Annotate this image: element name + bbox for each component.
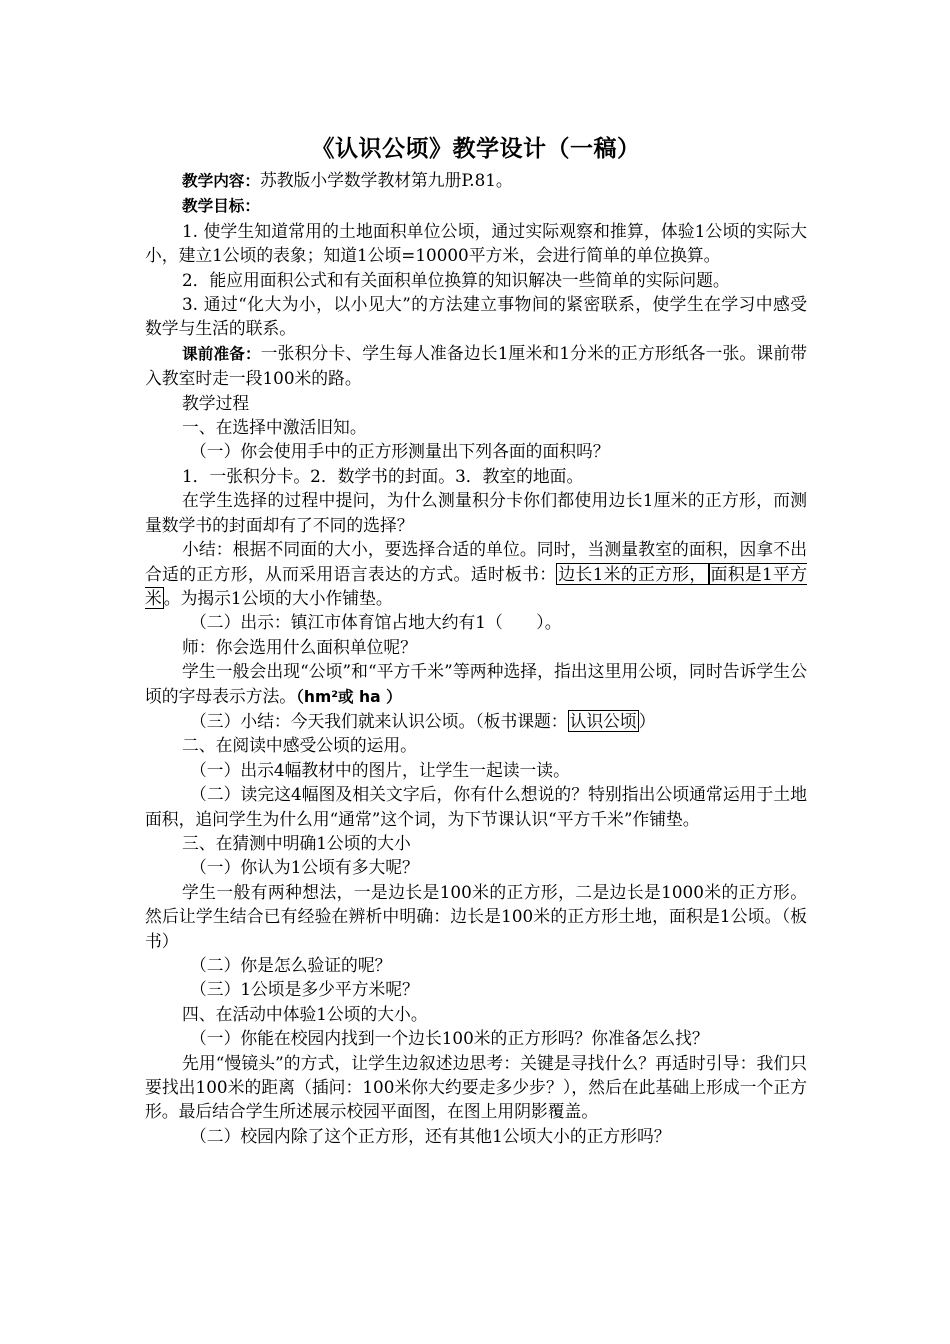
section-1-students — [145, 659, 807, 709]
unit-symbol: （hm²或 ha ） — [296, 687, 402, 706]
goals-heading — [145, 193, 807, 218]
content-text: 苏教版小学数学教材第九册P.81。 — [259, 170, 513, 190]
process-heading: 教学过程 — [182, 392, 250, 413]
section-4-item-1: （一）你能在校园内找到一个边长100米的正方形吗？你准备怎么找？ — [190, 1028, 709, 1049]
section-3-item-1: （一）你认为1公顷有多大呢？ — [190, 857, 419, 878]
section-3-item-2: （二）你是怎么验证的呢？ — [190, 955, 392, 975]
content-paragraph — [145, 168, 807, 193]
board-box-2: 面积是1平方米 — [145, 563, 807, 608]
document-title: 《认识公顷》教学设计（一稿） — [311, 136, 641, 162]
board-box-title: 认识公顷 — [569, 710, 637, 731]
prep-text: 一张积分卡、学生每人准备边长1厘米和1分米的正方形纸各一张。课前带入教室时走一段100米的路。 — [145, 342, 807, 389]
goal-3: 3. 通过“化大为小，以小见大”的方法建立事物间的紧密联系，使学生在学习中感受数学与生活的联系。 — [145, 294, 807, 339]
document-page — [145, 132, 807, 1148]
section-4-text: 先用“慢镜头”的方式，让学生边叙述边思考：关键是寻找什么？再适时引导：我们只要找出100米的距离（插问：100米你大约要走多少步？），然后在此基础上形成一个正方形。最后结合学生所述展示校园平面图，在图上用阴影覆盖。 — [145, 1052, 807, 1122]
section-3-heading: 三、在猜测中明确1公顷的大小 — [182, 832, 411, 853]
item-3-tail: ） — [638, 710, 656, 731]
section-1-item-2: （二）出示：镇江市体育馆占地大约有1（ ）。 — [190, 612, 562, 633]
summary-tail: 。为揭示1公顷的大小作铺垫。 — [163, 587, 393, 608]
goal-2: 2．能应用面积公式和有关面积单位换算的知识解决一些简单的实际问题。 — [182, 269, 730, 290]
section-1-question: 在学生选择的过程中提问，为什么测量积分卡你们都使用边长1厘米的正方形，而测量数学书的封面却有了不同的选择？ — [145, 490, 807, 535]
prep-label: 课前准备： — [182, 344, 261, 363]
item-3-text: （三）小结：今天我们就来认识公顷。（板书课题： — [190, 710, 568, 731]
section-2-item-2: （二）读完这4幅图及相关文字后，你有什么想说的？特别指出公顷通常运用于土地面积，追问学生为什么用“通常”这个词，为下节课认识“平方千米”作铺垫。 — [145, 784, 807, 829]
goals-label: 教学目标： — [182, 197, 260, 216]
section-4-heading: 四、在活动中体验1公顷的大小。 — [182, 1003, 428, 1024]
students-text: 学生一般会出现“公顷”和“平方千米”等两种选择，指出这里用公顷，同时告诉学生公顷的字母表示方法。 — [145, 661, 807, 706]
goal-1: 1. 使学生知道常用的土地面积单位公顷，通过实际观察和推算，体验1公顷的实际大小，建立1公顷的表象；知道1公顷=10000平方米，会进行简单的单位换算。 — [145, 220, 807, 266]
section-2-item-1: （一）出示4幅教材中的图片，让学生一起读一读。 — [190, 759, 570, 780]
section-1-item-3 — [145, 709, 807, 733]
section-2-heading: 二、在阅读中感受公顷的运用。 — [182, 735, 417, 756]
section-1-teacher: 师：你会选用什么面积单位呢？ — [182, 636, 417, 657]
section-3-text: 学生一般有两种想法，一是边长是100米的正方形，二是边长是1000米的正方形。然后让学生结合已有经验在辨析中明确：边长是100米的正方形土地，面积是1公顷。（板书） — [145, 881, 807, 951]
summary-text: 小结：根据不同面的大小，要选择合适的单位。同时，当测量教室的面积，因拿不出合适的正方形，从而采用语言表达的方式。适时板书： — [145, 539, 807, 584]
section-1-item-1: （一）你会使用手中的正方形测量出下列各面的面积吗？ — [190, 441, 610, 462]
section-1-summary — [145, 537, 807, 610]
section-4-item-2: （二）校园内除了这个正方形，还有其他1公顷大小的正方形吗？ — [190, 1125, 671, 1146]
section-1-list: 1．一张积分卡。2．数学书的封面。3．教室的地面。 — [182, 465, 584, 486]
prep-paragraph — [145, 341, 807, 391]
section-3-item-3: （三）1公顷是多少平方米呢？ — [190, 979, 419, 1000]
section-1-heading: 一、在选择中激活旧知。 — [182, 417, 367, 438]
board-box-1: 边长1米的正方形， — [558, 563, 707, 584]
content-label: 教学内容： — [182, 172, 260, 190]
